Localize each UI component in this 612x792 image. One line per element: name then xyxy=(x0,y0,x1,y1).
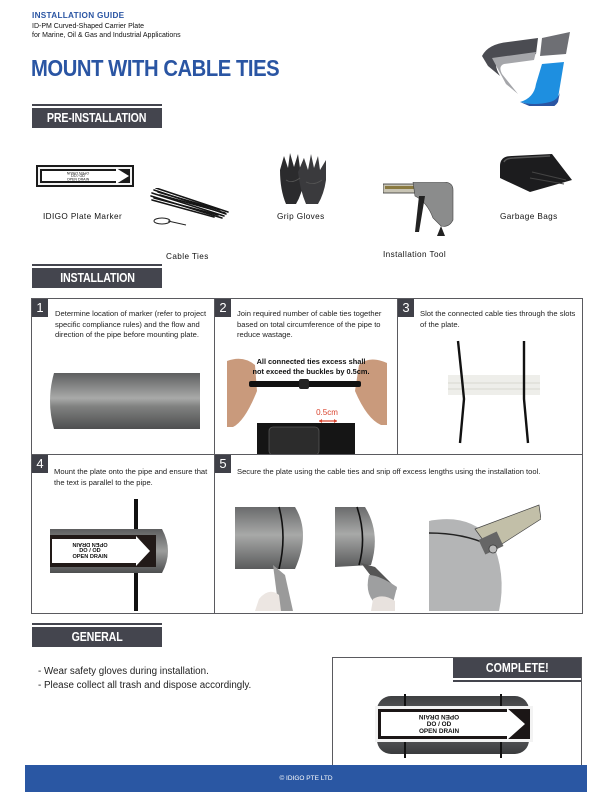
step-5-card xyxy=(214,454,583,614)
general-note: - Wear safety gloves during installation. xyxy=(38,666,209,677)
section-rule xyxy=(32,264,162,266)
step-text: Mount the plate onto the pipe and ensure that the text is parallel to the pipe. xyxy=(54,467,208,487)
step-2-card xyxy=(214,298,399,456)
page-title: MOUNT WITH CABLE TIES xyxy=(31,55,280,81)
step-3-card xyxy=(397,298,583,456)
step-number: 4 xyxy=(32,455,48,473)
footer xyxy=(25,765,587,792)
section-title: INSTALLATION xyxy=(59,270,135,285)
marker-line-2: DO / OD xyxy=(79,548,101,554)
step-text: Join required number of cable ties together based on total circumference of the pipe to reduce wastage. xyxy=(237,309,382,340)
section-title: PRE-INSTALLATION xyxy=(47,110,147,125)
general-header xyxy=(32,623,162,647)
step-text: Determine location of marker (refer to project specific compliance rules) and the flow and direction of the pipe before mounting plate. xyxy=(55,309,207,340)
complete-header xyxy=(453,658,583,682)
item-label-garbage-bags: Garbage Bags xyxy=(500,212,558,221)
step-text: Secure the plate using the cable ties and snip off excess lengths using the installation tool. xyxy=(237,467,541,476)
subtitle-line-1: ID-PM Curved-Shaped Carrier Plate xyxy=(32,23,145,30)
cable-ties-image xyxy=(148,188,230,228)
marker-line-3: OPEN DRAIN xyxy=(72,554,108,560)
copyright-text: © IDIGO PTE LTD xyxy=(279,775,333,782)
step-1-card xyxy=(31,298,216,456)
complete-card xyxy=(332,657,582,765)
secure-tie-image-2 xyxy=(335,503,431,611)
item-label-installation-tool: Installation Tool xyxy=(383,250,447,259)
mounted-plate-image xyxy=(50,499,174,611)
subtitle xyxy=(32,22,181,40)
secure-tie-image-3 xyxy=(429,503,541,611)
step-number: 1 xyxy=(32,299,48,317)
pre-installation-header xyxy=(32,104,162,128)
guide-label: INSTALLATION GUIDE xyxy=(32,11,125,20)
item-label-plate-marker: IDIGO Plate Marker xyxy=(43,212,123,221)
step-number: 3 xyxy=(398,299,414,317)
svg-text:OPEN DRAIN: OPEN DRAIN xyxy=(66,177,90,182)
plate-marker-image xyxy=(36,165,134,187)
section-rule xyxy=(453,680,581,682)
slotted-ties-image xyxy=(448,339,544,447)
step-number: 2 xyxy=(215,299,231,317)
section-title: GENERAL xyxy=(71,629,123,644)
marker-line-2: DO / OD xyxy=(426,721,452,728)
section-rule xyxy=(32,104,162,106)
marker-line-3: OPEN DRAIN xyxy=(418,728,460,735)
section-title: COMPLETE! xyxy=(485,660,549,675)
garbage-bags-image xyxy=(496,152,574,194)
step-4-card xyxy=(31,454,216,614)
grip-gloves-image xyxy=(274,150,334,206)
installation-header xyxy=(32,264,162,288)
step-text: Slot the connected cable ties through the slots of the plate. xyxy=(420,309,576,329)
completed-install-image xyxy=(375,692,535,762)
measure-label: 0.5cm xyxy=(316,408,338,417)
step-2-callout: All connected ties excess shall not exceed the buckles by 0.5cm. xyxy=(252,357,370,376)
secure-tie-image-1 xyxy=(235,503,311,611)
subtitle-line-2: for Marine, Oil & Gas and Industrial Applications xyxy=(32,32,181,39)
general-notes-list xyxy=(38,665,251,693)
section-rule xyxy=(32,623,162,625)
pipe-image xyxy=(46,371,200,431)
marker-line-1: OPEN DRAIN xyxy=(418,713,460,720)
svg-text:OPEN DRAIN: OPEN DRAIN xyxy=(66,171,90,175)
item-label-grip-gloves: Grip Gloves xyxy=(277,212,325,221)
idigo-logo-icon xyxy=(478,18,574,106)
marker-line-1: OPEN DRAIN xyxy=(72,541,108,547)
item-label-cable-ties: Cable Ties xyxy=(166,252,209,261)
step-number: 5 xyxy=(215,455,231,473)
svg-text:DO / OD: DO / OD xyxy=(71,174,85,178)
general-note: - Please collect all trash and dispose accordingly. xyxy=(38,680,252,691)
installation-tool-image xyxy=(383,182,455,237)
